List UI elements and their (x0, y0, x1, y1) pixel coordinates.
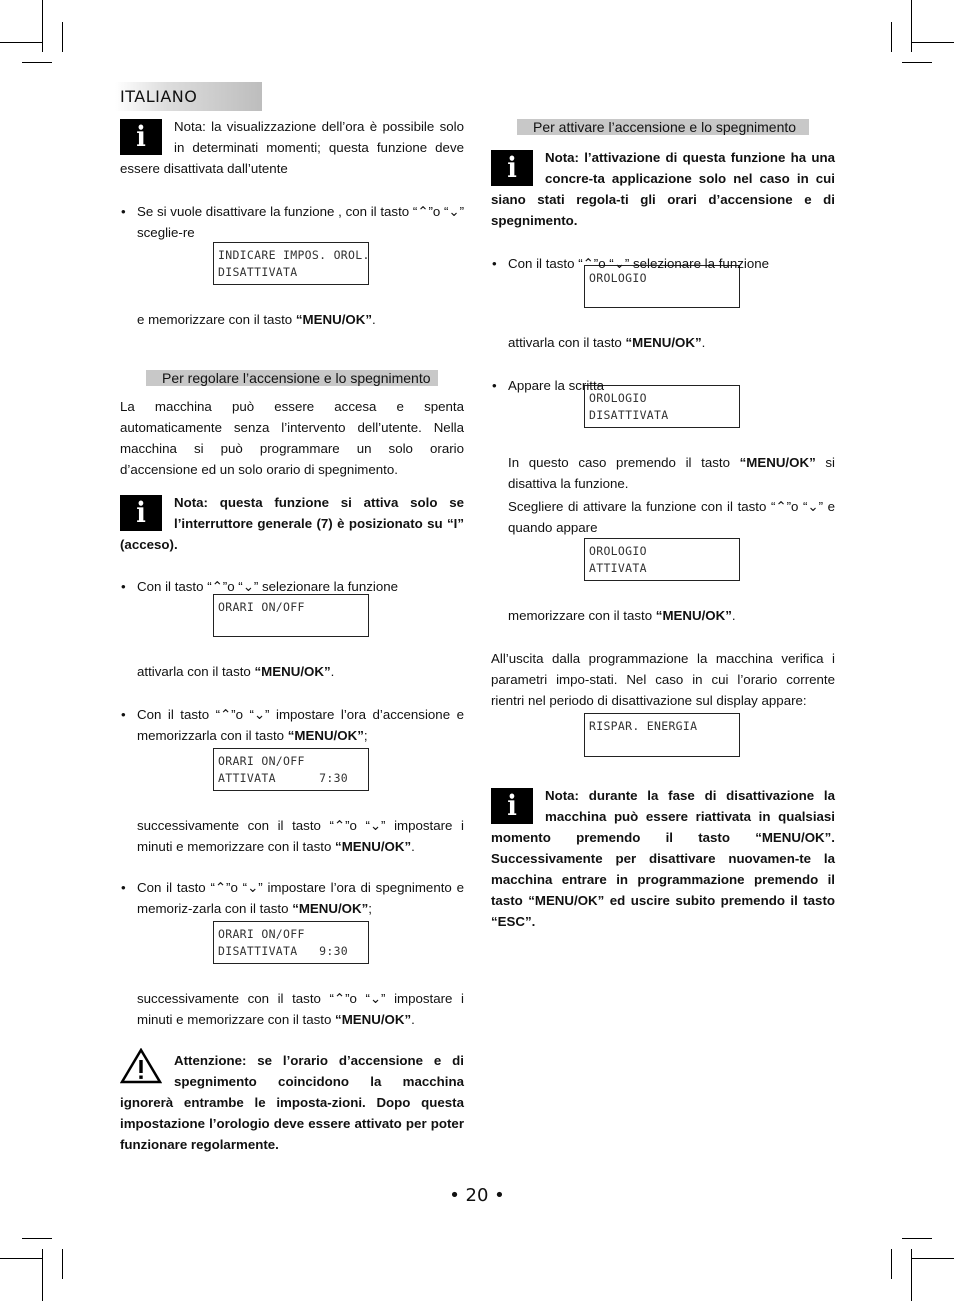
page-number: • 20 • (449, 1185, 505, 1206)
instruction-text: successivamente con il tasto “⌃”o “⌄” impostare i minuti e memorizzare con il tasto “MENU/OK”. (137, 991, 464, 1027)
instruction-text: attivarla con il tasto “MENU/OK”. (137, 664, 335, 679)
crop-mark (42, 0, 43, 52)
crop-mark (902, 62, 932, 63)
info-note: i Nota: la visualizzazione dell’ora è possibile solo in determinati momenti; questa funzione deve essere disattivata dall’utente (120, 119, 464, 176)
lcd-display: OROLOGIO (584, 265, 740, 308)
lcd-display: OROLOGIO ATTIVATA (584, 538, 740, 581)
crop-mark (0, 42, 42, 43)
instruction-text: memorizzare con il tasto “MENU/OK”. (508, 608, 736, 623)
instruction-text: e memorizzare con il tasto “MENU/OK”. (137, 312, 376, 327)
crop-mark (912, 1258, 954, 1259)
section-heading: Per regolare l’accensione e lo spegnimento (146, 370, 438, 386)
crop-mark (902, 1238, 932, 1239)
lcd-display: ORARI ON/OFF ATTIVATA 7:30 (213, 748, 369, 791)
lcd-display: ORARI ON/OFF (213, 594, 369, 637)
warning-note: Attenzione: se l’orario d’accensione e di spegnimento coincidono la macchina ignorerà entrambe le imposta-zioni. Dopo questa impostazione l’orologio deve essere attivato per poter funzionare regolarmente. (120, 1050, 464, 1155)
crop-mark (912, 42, 954, 43)
lcd-display: ORARI ON/OFF DISATTIVATA 9:30 (213, 921, 369, 964)
list-item: • Con il tasto “⌃”o “⌄” selezionare la funzione (491, 253, 835, 274)
paragraph: La macchina può essere accesa e spenta automaticamente senza l’intervento dell’utente. Nella macchina si può programmare un solo orario d’accensione ed un solo orario di spegnimento. (120, 399, 464, 477)
lcd-display: RISPAR. ENERGIA (584, 713, 740, 757)
paragraph: All’uscita dalla programmazione la macchina verifica i parametri impo-stati. Nel caso in cui l’orario corrente rientri nel periodo di disattivazione sul display appare: (491, 651, 835, 708)
crop-mark (62, 22, 63, 52)
instruction-text: Scegliere di attivare la funzione con il tasto “⌃”o “⌄” e quando appare (508, 499, 835, 535)
info-note: i Nota: durante la fase di disattivazione la macchina può essere riattivata in qualsiasi momento premendo il tasto “MENU/OK”. Successivamente per disattivare nuovamen-te la macchina entrare in programmazione premendo il tasto “MENU/OK” ed uscire subito premendo il tasto “ESC”. (491, 788, 835, 929)
crop-mark (891, 1249, 892, 1279)
info-note: i Nota: l’attivazione di questa funzione ha una concre-ta applicazione solo nel caso in cui siano stati regola-ti gli orari d’accensione e di spegnimento. (491, 150, 835, 228)
instruction-text: successivamente con il tasto “⌃”o “⌄” impostare i minuti e memorizzare con il tasto “MENU/OK”. (137, 818, 464, 854)
info-note: i Nota: questa funzione si attiva solo se l’interruttore generale (7) è posizionato su “I” (acceso). (120, 495, 464, 552)
language-tab: ITALIANO (115, 82, 262, 111)
instruction-text: attivarla con il tasto “MENU/OK”. (508, 335, 706, 350)
instruction-text: In questo caso premendo il tasto “MENU/OK” si disattiva la funzione. (508, 455, 835, 491)
crop-mark (22, 62, 52, 63)
list-item: • Con il tasto “⌃”o “⌄” impostare l’ora di spegnimento e memoriz-zarla con il tasto “MENU/OK”; (120, 877, 464, 919)
crop-mark (22, 1238, 52, 1239)
crop-mark (0, 1258, 42, 1259)
info-icon: i (491, 788, 533, 824)
list-item: • Con il tasto “⌃”o “⌄” impostare l’ora d’accensione e memorizzarla con il tasto “MENU/OK”; (120, 704, 464, 746)
right-column (491, 119, 835, 932)
info-icon: i (120, 495, 162, 531)
info-icon: i (120, 119, 162, 155)
crop-mark (891, 22, 892, 52)
crop-mark (62, 1249, 63, 1279)
info-icon: i (491, 150, 533, 186)
list-item: • Con il tasto “⌃”o “⌄” selezionare la funzione (120, 576, 464, 597)
lcd-display: OROLOGIO DISATTIVATA (584, 385, 740, 428)
list-item: • Se si vuole disattivare la funzione , con il tasto “⌃”o “⌄” sceglie-re (120, 201, 464, 243)
left-column (120, 116, 464, 1155)
crop-mark (42, 1249, 43, 1301)
section-heading: Per attivare l’accensione e lo spegnimento (517, 119, 809, 135)
lcd-display: INDICARE IMPOS. OROL. DISATTIVATA (213, 242, 369, 285)
list-item: • Appare la scritta (491, 375, 835, 396)
warning-icon (120, 1048, 162, 1084)
crop-mark (911, 1249, 912, 1301)
crop-mark (911, 0, 912, 52)
